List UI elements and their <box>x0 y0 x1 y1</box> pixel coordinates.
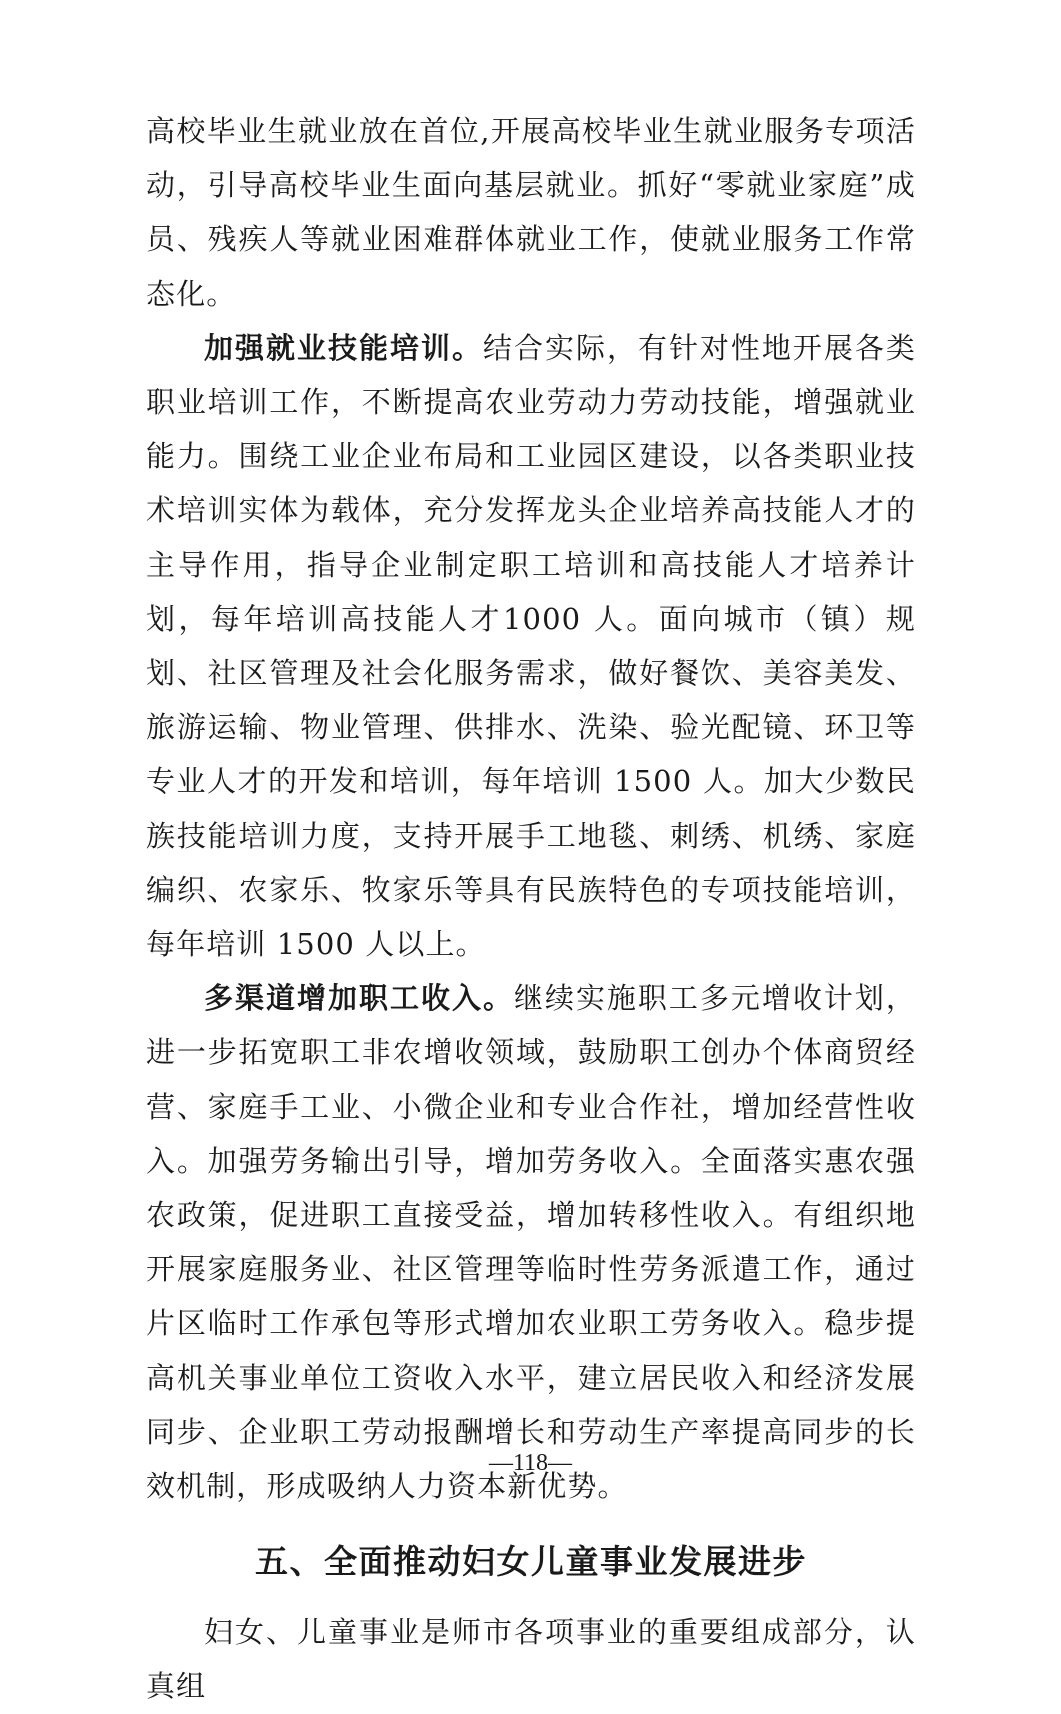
paragraph-lead-title: 加强就业技能培训。 <box>204 330 483 365</box>
paragraph-women-children-intro <box>146 1605 916 1713</box>
page-number: —118— <box>488 1450 573 1476</box>
paragraph-employment-services <box>146 104 916 321</box>
paragraph-text: 妇女、儿童事业是师市各项事业的重要组成部分，认真组 <box>146 1615 916 1704</box>
paragraph-text: 继续实施职工多元增收计划，进一步拓宽职工非农增收领域，鼓励职工创办个体商贸经营、家庭手工业、小微企业和专业合作社，增加经营性收入。加强劳务输出引导，增加劳务收入。全面落实惠农强农政策，促进职工直接受益，增加转移性收入。有组织地开展家庭服务业、社区管理等临时性劳务派遣工作，通过片区临时工作承包等形式增加农业职工劳务收入。稳步提高机关事业单位工资收入水平，建立居民收入和经济发展同步、企业职工劳动报酬增长和劳动生产率提高同步的长效机制，形成吸纳人力资本新优势。 <box>146 981 916 1504</box>
paragraph-skills-training <box>146 321 916 971</box>
paragraph-lead-title: 多渠道增加职工收入。 <box>204 981 514 1016</box>
paragraph-text: 结合实际，有针对性地开展各类职业培训工作，不断提高农业劳动力劳动技能，增强就业能力。围绕工业企业布局和工业园区建设，以各类职业技术培训实体为载体，充分发挥龙头企业培养高技能人才的主导作用，指导企业制定职工培训和高技能人才培养计划，每年培训高技能人才1000 人。面向城市（镇）规划、社区管理及社会化服务需求，做好餐饮、美容美发、旅游运输、物业管理、供排水、洗染、验光配镜、环卫等专业人才的开发和培训，每年培训 1500 人。加大少数民族技能培训力度，支持开展手工地毯、刺绣、机绣、家庭编织、农家乐、牧家乐等具有民族特色的专项技能培训，每年培训 1500 人以上。 <box>146 330 917 962</box>
section-heading: 五、全面推动妇女儿童事业发展进步 <box>255 1542 807 1582</box>
paragraph-worker-income <box>146 971 916 1513</box>
paragraph-text: 高校毕业生就业放在首位,开展高校毕业生就业服务专项活动，引导高校毕业生面向基层就业。抓好“零就业家庭”成员、残疾人等就业困难群体就业工作，使就业服务工作常态化。 <box>146 114 916 311</box>
